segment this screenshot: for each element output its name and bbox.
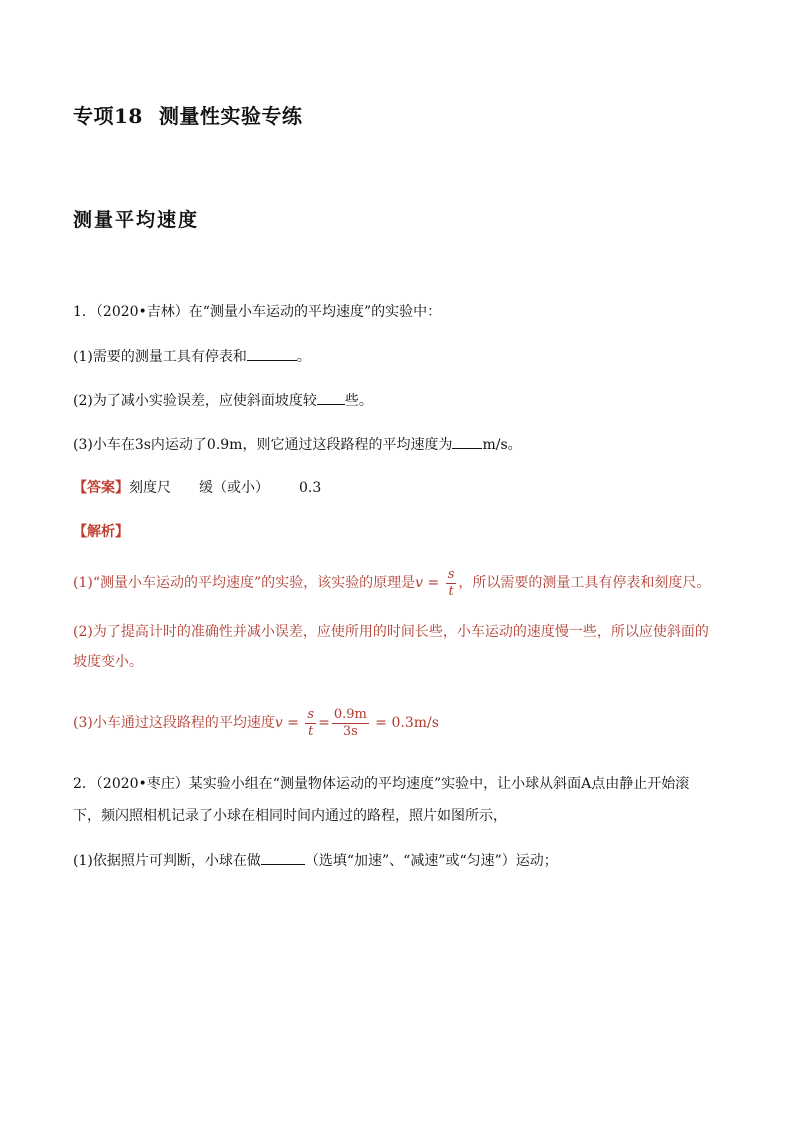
fraction-s-over-t: $\frac{s}{t}$ (447, 566, 455, 599)
q2-stem-line2: 下，频闪照相机记录了小球在相同时间内通过的路程，照片如图所示， (73, 808, 507, 824)
answer-1: 刻度尺 (129, 480, 171, 496)
analysis-tag: 【解析】 (73, 524, 129, 540)
q2-blank-1[interactable] (261, 850, 305, 865)
q1-stem: 1．（2020•吉林）在“测量小车运动的平均速度”的实验中： (73, 304, 442, 320)
q1-part1: (1)需要的测量工具有停表和 。 (73, 346, 311, 367)
q2-stem-line1: 2．（2020•枣庄）某实验小组在“测量物体运动的平均速度”实验中，让小球从斜面A点由静止开始滚 (73, 776, 690, 792)
title-prefix: 专项18 (73, 104, 143, 128)
analysis-part2-line1: (2)为了提高计时的准确性并减小误差，应使所用的时间长些，小车运动的速度慢一些，所以应使斜面的 (73, 624, 709, 640)
q1-answer (73, 478, 321, 498)
title-main: 测量性实验专练 (158, 104, 303, 128)
fraction-s-over-t-2: $\frac{s}{t}$ (307, 706, 315, 739)
fraction-values: $\frac{0.9m}{3s}$ (333, 706, 367, 739)
q1-part3: (3)小车在3s内运动了0.9m，则它通过这段路程的平均速度为 m/s。 (73, 434, 522, 455)
q2-part1: (1)依据照片可判断，小球在做 （选填“加速”、“减速”或“匀速”）运动； (73, 850, 558, 871)
q1-part2: (2)为了减小实验误差，应使斜面坡度较 些。 (73, 390, 373, 411)
analysis-part2-line2: 坡度变小。 (73, 654, 143, 670)
section-heading: 测量平均速度 (73, 209, 200, 231)
q1-blank-2[interactable] (317, 390, 345, 405)
answer-2: 缓（或小） (199, 480, 269, 496)
answer-3: 0.3 (299, 480, 322, 496)
answer-tag: 【答案】 (73, 480, 129, 496)
q1-blank-3[interactable] (452, 434, 482, 449)
analysis-part3: (3)小车通过这段路程的平均速度v = $\frac{s}{t}$ = $\frac{0.9m}{3s}$ = 0.3m/s (73, 706, 439, 739)
page-title (73, 102, 302, 130)
analysis-part1: (1)“测量小车运动的平均速度”的实验，该实验的原理是v = $\frac{s}{t}$ ，所以需要的测量工具有停表和刻度尺。 (73, 566, 711, 599)
q1-blank-1[interactable] (247, 346, 297, 361)
